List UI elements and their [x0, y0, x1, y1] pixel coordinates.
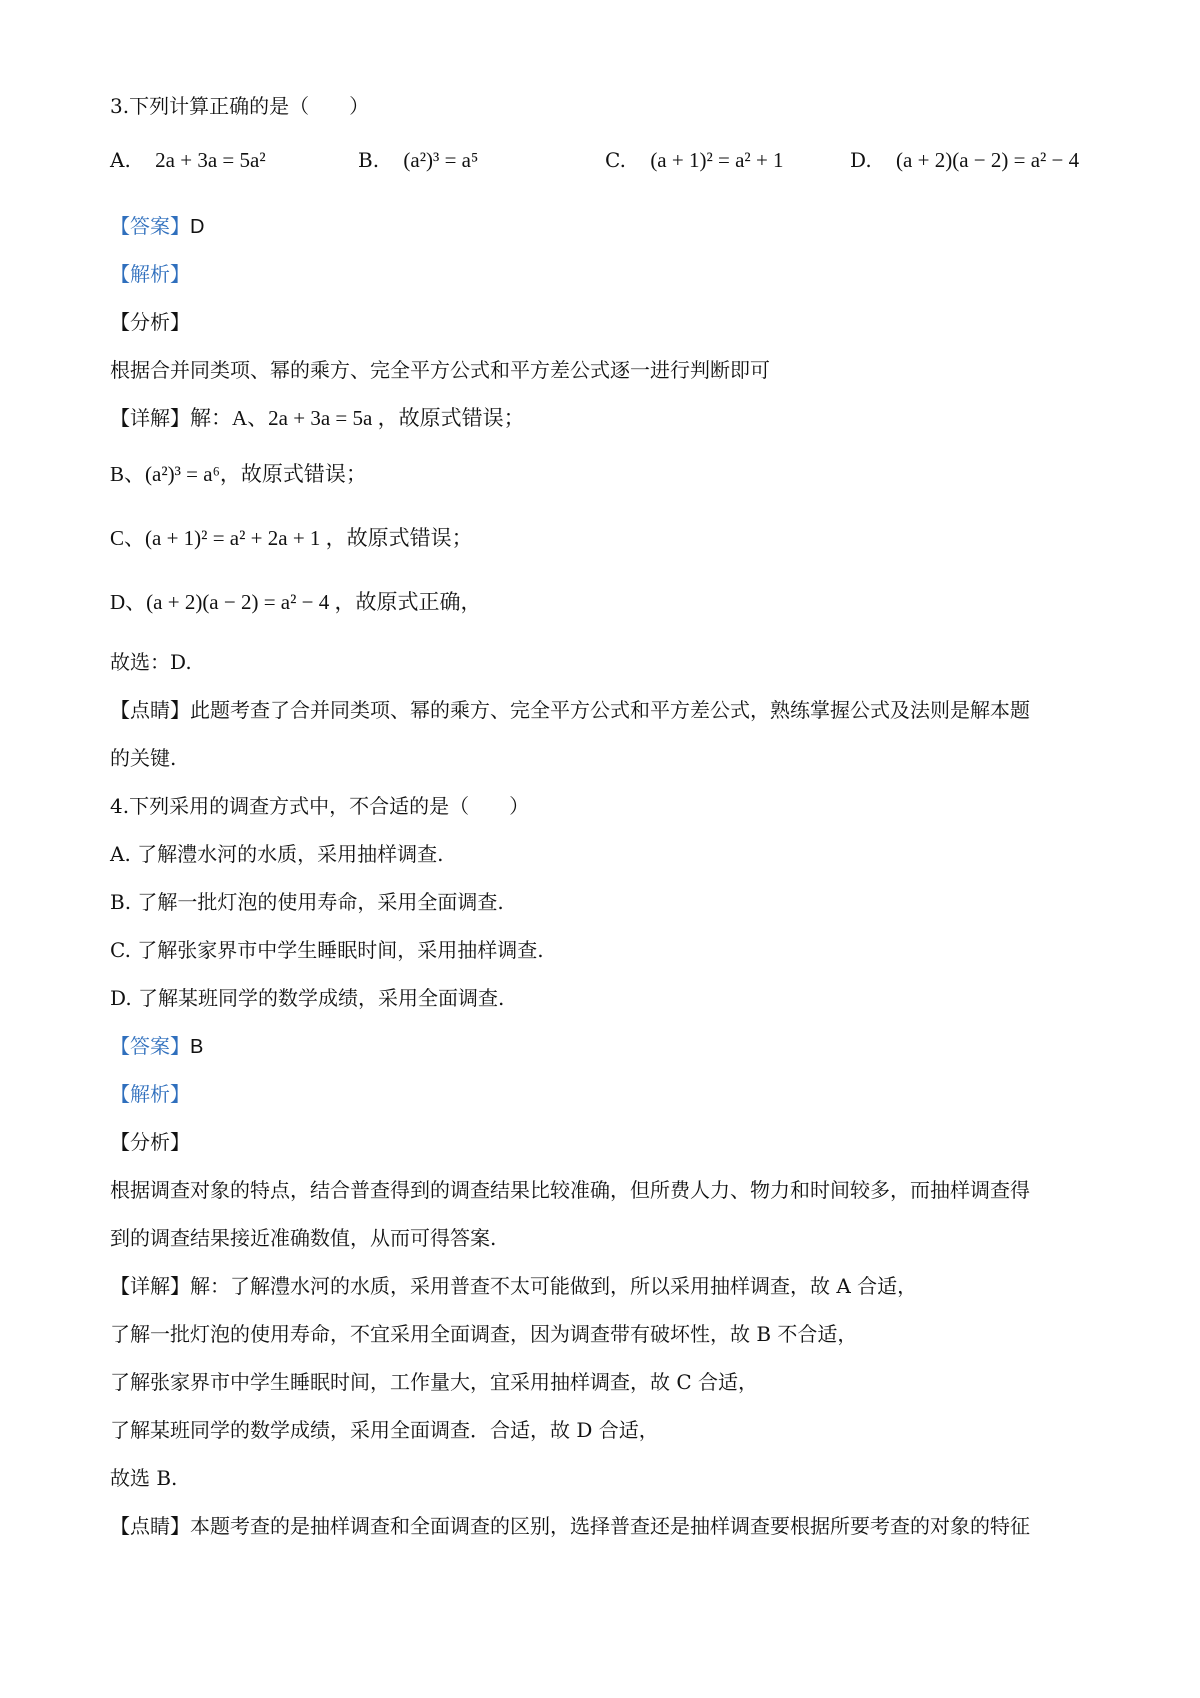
- q3-option-b-letter: B.: [358, 148, 380, 172]
- q3-dianjing-line-2: 的关键.: [110, 746, 177, 770]
- q3-xiangjie-line-5: 故选：D.: [110, 650, 192, 674]
- q4-xiangjie-line-5: 故选 B.: [110, 1466, 178, 1490]
- q4-answer-label: 【答案】: [110, 1034, 190, 1058]
- q4-xiangjie-label: 【详解】: [110, 1274, 190, 1298]
- q3-xiangjie-line-2: B、(a²)³ = a⁶，故原式错误；: [110, 462, 367, 486]
- q3-dianjing-label: 【点睛】: [110, 698, 190, 722]
- q3-option-a-letter: A.: [110, 148, 131, 172]
- q4-dianjing-label: 【点睛】: [110, 1514, 190, 1538]
- q3-option-b-expr: (a²)³ = a⁵: [403, 148, 479, 172]
- q3-answer-value: D: [190, 216, 205, 238]
- q3-option-d-expr: (a + 2)(a − 2) = a² − 4: [896, 148, 1080, 172]
- q4-dianjing-line-1: [110, 1512, 1030, 1540]
- q4-jiexi-label: 【解析】: [110, 1082, 190, 1106]
- q4-xiangjie-line-1: [110, 1272, 917, 1300]
- q3-xiangjie-line-4: D、(a + 2)(a − 2) = a² − 4 ，故原式正确，: [110, 590, 482, 614]
- q3-dianjing-line-1: [110, 696, 1030, 724]
- q4-fenxi-line-1: 根据调查对象的特点，结合普查得到的调查结果比较准确，但所费人力、物力和时间较多，而抽样调查得: [110, 1178, 1030, 1202]
- q4-fenxi-label: 【分析】: [110, 1130, 190, 1154]
- q3-answer-label: 【答案】: [110, 214, 190, 238]
- q3-option-c: [605, 146, 784, 174]
- q3-option-c-letter: C.: [605, 148, 626, 172]
- q3-answer: [110, 212, 204, 241]
- q4-xiangjie-line-2: 了解一批灯泡的使用寿命，不宜采用全面调查，因为调查带有破坏性，故 B 不合适，: [110, 1322, 858, 1346]
- q3-dianjing-text-1: 此题考查了合并同类项、幂的乘方、完全平方公式和平方差公式，熟练掌握公式及法则是解本题: [190, 698, 1030, 722]
- q4-option-a: A. 了解澧水河的水质，采用抽样调查.: [110, 842, 444, 866]
- q3-fenxi-text: 根据合并同类项、幂的乘方、完全平方公式和平方差公式逐一进行判断即可: [110, 358, 770, 382]
- q4-xiangjie-line-4: 了解某班同学的数学成绩，采用全面调查．合适，故 D 合适，: [110, 1418, 659, 1442]
- q4-option-d: D. 了解某班同学的数学成绩，采用全面调查.: [110, 986, 505, 1010]
- q3-option-b: [358, 146, 478, 174]
- q3-xiangjie-text-1: 解：A、2a + 3a = 5a ，故原式错误；: [190, 406, 525, 430]
- q3-option-d-letter: D.: [850, 148, 872, 172]
- q3-fenxi-label: 【分析】: [110, 310, 190, 334]
- q4-option-b: B. 了解一批灯泡的使用寿命，采用全面调查.: [110, 890, 504, 914]
- q4-xiangjie-text-1: 解：了解澧水河的水质，采用普查不太可能做到，所以采用抽样调查，故 A 合适，: [190, 1274, 918, 1298]
- q4-answer-value: B: [190, 1036, 204, 1058]
- q4-xiangjie-line-3: 了解张家界市中学生睡眠时间，工作量大，宜采用抽样调查，故 C 合适，: [110, 1370, 759, 1394]
- q3-jiexi-label: 【解析】: [110, 262, 190, 286]
- q4-fenxi-line-2: 到的调查结果接近准确数值，从而可得答案.: [110, 1226, 497, 1250]
- q4-dianjing-text: 本题考查的是抽样调查和全面调查的区别，选择普查还是抽样调查要根据所要考查的对象的特征: [190, 1514, 1030, 1538]
- q3-option-a: [110, 146, 266, 174]
- q3-xiangjie-line-1: [110, 404, 525, 432]
- q3-xiangjie-line-3: C、(a + 1)² = a² + 2a + 1 ，故原式错误；: [110, 526, 473, 550]
- question-3-stem: 3.下列计算正确的是（ ）: [110, 94, 370, 118]
- question-4-stem: 4.下列采用的调查方式中，不合适的是（ ）: [110, 794, 530, 818]
- q3-option-c-expr: (a + 1)² = a² + 1: [650, 148, 784, 172]
- q3-option-d: [850, 146, 1079, 174]
- q4-answer: [110, 1032, 203, 1061]
- q3-option-a-expr: 2a + 3a = 5a²: [155, 148, 266, 172]
- q3-xiangjie-label: 【详解】: [110, 406, 190, 430]
- q4-option-c: C. 了解张家界市中学生睡眠时间，采用抽样调查.: [110, 938, 544, 962]
